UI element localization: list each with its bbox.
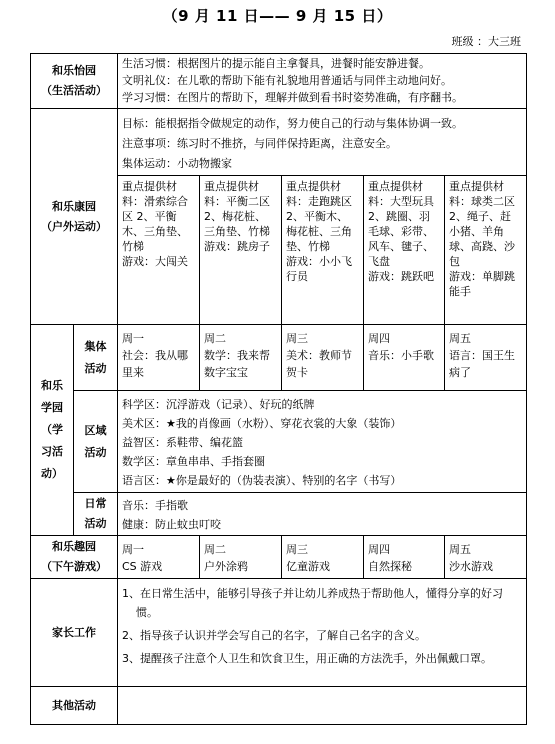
area-line: 科学区：沉浮游戏（记录）、好玩的纸牌	[122, 398, 315, 411]
learning-title-2: 学园	[41, 401, 63, 414]
area-line: 益智区：系鞋带、编花篮	[122, 436, 243, 449]
daily-activity-label-1: 日常	[84, 497, 107, 510]
area-activity-label-1: 区域	[84, 423, 107, 437]
parents-title: 家长工作	[52, 625, 96, 639]
outdoor-section-header	[31, 109, 117, 324]
group-activity-label-2: 活动	[84, 361, 107, 375]
group-day-fri: 周五 语言：国王生病了	[449, 332, 515, 379]
group-activity-label-1: 集体	[84, 339, 107, 353]
parents-section-header	[31, 579, 117, 686]
other-section-header	[31, 687, 117, 724]
outdoor-day-wed: 重点提供材料：走跑跳区 2、平衡木、梅花桩、三角垫、竹梯 游戏：小小飞行员	[286, 180, 352, 283]
parents-content	[118, 582, 526, 686]
outdoor-notice: 注意事项：练习时不推挤，与同伴保持距离，注意安全。	[122, 137, 397, 150]
group-day-tue: 周二 数学：我来帮数字宝宝	[204, 332, 270, 379]
daily-activity-content	[118, 494, 526, 535]
class-label: 班级 ：大三班	[451, 35, 521, 48]
afternoon-day-fri: 周五 沙水游戏	[449, 543, 493, 573]
afternoon-section-header	[31, 536, 117, 578]
area-line: 语言区：★你是最好的（伪装表演）、特别的名字（书写）	[122, 474, 402, 487]
area-activity-label-2: 活动	[84, 445, 107, 459]
learning-subtitle-2: 习活	[41, 445, 63, 458]
group-day-wed: 周三 美术：教师节贺卡	[286, 332, 352, 379]
outdoor-day-fri: 重点提供材料：球类二区 2、绳子、赶小猪、羊角球、高跷、沙包 游戏：单脚跳能手	[449, 180, 515, 298]
outdoor-group-game: 集体运动：小动物搬家	[122, 157, 232, 170]
outdoor-subtitle: （户外运动）	[41, 219, 107, 233]
life-line: 文明礼仪：在儿歌的帮助下能有礼貌地用普通话与同伴主动地问好。	[122, 74, 452, 87]
learning-subtitle-3: 动）	[41, 467, 63, 480]
group-day-mon: 周一 社会：我从哪里来	[122, 332, 188, 379]
life-line: 生活习惯：根据图片的提示能自主拿餐具，进餐时能安静进餐。	[122, 57, 430, 70]
week-title: （9 月 11 日—— 9 月 15 日）	[162, 7, 393, 25]
life-section-header	[31, 54, 117, 108]
daily-line: 音乐：手指歌	[122, 499, 188, 512]
daily-line: 健康：防止蚊虫叮咬	[122, 518, 221, 531]
daily-activity-header	[74, 493, 117, 535]
life-content	[118, 54, 526, 108]
afternoon-day-thu: 周四 自然探秘	[368, 543, 412, 573]
learning-section-header	[31, 325, 73, 535]
outdoor-title: 和乐康园	[52, 199, 96, 213]
outdoor-goal: 目标：能根据指令做规定的动作，努力使自己的行动与集体协调一致。	[122, 117, 463, 130]
learning-subtitle-1: （学	[41, 423, 63, 436]
group-activity-header	[74, 325, 117, 390]
learning-title: 和乐	[41, 379, 63, 392]
parents-item: 2、指导孩子认识并学会写自己的名字，了解自己名字的含义。	[122, 629, 426, 642]
area-activity-content	[118, 393, 526, 492]
afternoon-day-tue: 周二 户外涂鸦	[204, 543, 248, 573]
afternoon-subtitle: （下午游戏）	[41, 560, 107, 573]
parents-item: 3、提醒孩子注意个人卫生和饮食卫生，用正确的方法洗手，外出佩戴口罩。	[122, 652, 492, 665]
parents-item: 1、在日常生活中，能够引导孩子并让幼儿养成热于帮助他人，懂得分享的好习惯。	[122, 587, 503, 619]
life-line: 学习习惯：在图片的帮助下，理解并做到看书时姿势准确，有序翻书。	[122, 91, 463, 104]
outdoor-day-tue: 重点提供材料：平衡二区 2、梅花桩、三角垫、竹梯 游戏：跳房子	[204, 180, 270, 253]
area-line: 数学区：章鱼串串、手指套圈	[122, 455, 265, 468]
life-title: 和乐怡园	[52, 64, 96, 77]
life-subtitle: （生活活动）	[41, 84, 107, 97]
afternoon-title: 和乐趣园	[52, 540, 96, 553]
outdoor-day-thu: 重点提供材料：大型玩具 2、跳圈、羽毛球、彩带、风车、毽子、飞盘 游戏：跳跃吧	[368, 180, 434, 283]
daily-activity-label-2: 活动	[84, 517, 107, 530]
group-day-thu: 周四 音乐：小手歌	[368, 332, 434, 362]
area-line: 美术区：★我的肖像画（水粉）、穿花衣裳的大象（装饰）	[122, 417, 402, 430]
afternoon-day-mon: 周一 CS 游戏	[122, 543, 163, 573]
outdoor-day-mon: 重点提供材料：滑索综合区 2、平衡木、三角垫、竹梯 游戏：大闯关	[122, 180, 188, 268]
afternoon-day-wed: 周三 亿童游戏	[286, 543, 330, 573]
other-content	[118, 687, 526, 724]
area-activity-header	[74, 391, 117, 492]
outdoor-info	[118, 112, 526, 175]
other-title: 其他活动	[52, 698, 96, 712]
